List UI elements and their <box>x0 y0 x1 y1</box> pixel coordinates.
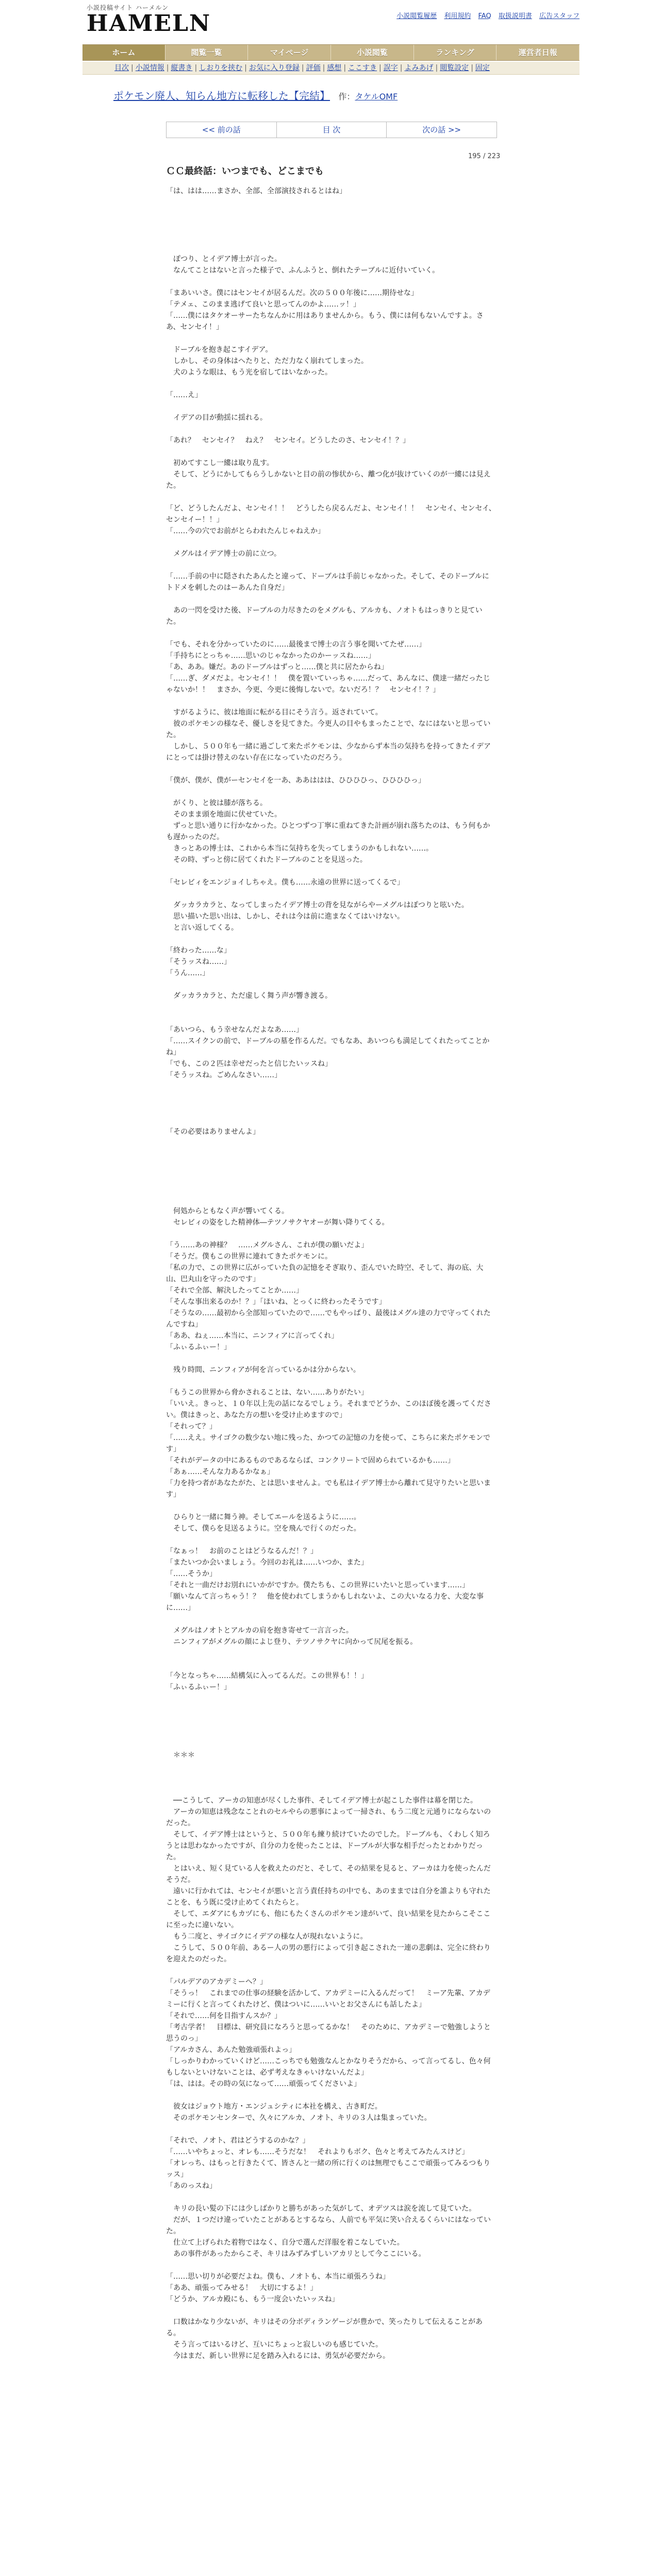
top-link-ad-staff[interactable]: 広告スタッフ <box>539 12 580 20</box>
body-line <box>166 888 496 900</box>
body-line: 「は、はは。その時の気になって……頑張ってくださいよ」 <box>166 2080 361 2088</box>
body-line: その時、ずっと傍に居てくれたドーブルのことを見送った。 <box>166 856 367 864</box>
subnav-item[interactable]: 小説情報 <box>135 64 164 72</box>
subnav-item[interactable]: 誤字 <box>383 64 398 72</box>
subnav-item[interactable]: お気に入り登録 <box>249 64 300 72</box>
body-line: 「……思い切りが必要だよね。僕も、ノオトも、本当に頑張ろうね」 <box>166 2273 390 2281</box>
novel-subnav <box>82 62 580 75</box>
body-line: 「しっかりわかっていくけど……こっちでも勉強なんとかなりそうだから、って言ってるし、色々何もしないといけないことは、必ず考えなきゃいけないんだよ」 <box>166 2057 491 2077</box>
body-line: ニンフィアがメグルの顔によじ登り、テツノサクヤに向かって尻尾を振る。 <box>166 1638 418 1646</box>
body-line: 仕立て上げられた着物ではなく、自分で選んだ洋服を着こなしていた。 <box>166 2239 404 2247</box>
body-line <box>166 401 496 412</box>
body-line: そのまま頭を地面に伏せていた。 <box>166 810 282 819</box>
body-line: 「なぁっ！ お前のことはどうなるんだ！？」 <box>166 1547 318 1555</box>
body-line: 「……スイクンの前で、ドーブルの墓を作るんだ。でもなあ、あいつらも満足してくれたってことかね」 <box>166 1037 490 1057</box>
body-line: 初めてすこし一縷は取り乱す。 <box>166 459 274 467</box>
body-line: 「は、はは……まさか、全部、全部演技されるとはね」 <box>166 187 346 195</box>
body-line <box>166 276 496 287</box>
body-line <box>166 2305 496 2316</box>
body-line: 「テメェ、このまま逃げて良いと思ってんのかよ……ッ！」 <box>166 300 360 309</box>
body-line <box>166 537 496 548</box>
body-line <box>166 866 496 877</box>
subnav-separator: | <box>435 64 438 72</box>
subnav-item[interactable]: 閲覧設定 <box>440 64 469 72</box>
subnav-separator: | <box>194 64 197 72</box>
body-line <box>166 1704 496 1716</box>
top-link-faq[interactable]: FAQ <box>478 12 491 20</box>
chapter-title: ＣＣ最終話：いつまでも、どこまでも <box>166 166 324 177</box>
body-line: そのポケモンセンターで、久々にアルカ、ノオト、キリの３人は集まっていた。 <box>166 2114 432 2122</box>
subnav-separator: | <box>244 64 247 72</box>
body-line <box>166 1716 496 1727</box>
body-line <box>166 1002 496 1013</box>
nav-tab-mypage[interactable]: マイページ <box>248 45 331 60</box>
body-line <box>166 1092 496 1104</box>
body-line: 「あいつら、もう幸せなんだよなあ……」 <box>166 1026 303 1034</box>
subnav-item[interactable]: 固定 <box>475 64 490 72</box>
body-line <box>166 594 496 605</box>
subnav-item[interactable]: 目次 <box>114 64 129 72</box>
body-line <box>166 560 496 571</box>
body-line: 今はまだ、新しい世界に足を踏み入れるには、勇気が必要だから。 <box>166 2352 390 2360</box>
body-line <box>166 208 496 219</box>
body-line <box>166 1353 496 1364</box>
body-line: ＊＊＊ <box>166 1751 195 1759</box>
body-line: 「オレっち、はもっと行きたくて、皆さんと一緒の所に行くのは無理でもここで頑張ってみるつもりッス」 <box>166 2159 491 2179</box>
body-line: 「どうか、アルカ殿にも、もう一度会いたいッスね」 <box>166 2295 339 2303</box>
body-line: アーカの知恵は残念なことれのセルやらの悪事によって一掃され、もう二度と元通りにならないのだった。 <box>166 1808 491 1827</box>
body-line: 何処からともなく声が響いてくる。 <box>166 1207 289 1215</box>
body-line: そして、僕らを見送るように。空を飛んで行くのだった。 <box>166 1524 361 1533</box>
body-line <box>166 1693 496 1704</box>
body-line: 「ふぃるふぃー！」 <box>166 1683 231 1691</box>
subnav-separator: | <box>471 64 473 72</box>
body-line: 「……いやちょっと、オレも……そうだな！ それよりもボク、色々と考えてみたんスけど」 <box>166 2148 469 2156</box>
body-line <box>166 786 496 798</box>
body-line: 「またいつか会いましょう。今回のお礼は……いつか、また」 <box>166 1558 368 1567</box>
body-line: とはいえ、短く見ている人を救えたのだと、そして、その結果を見ると、アーカは力を使ったんだそうだ。 <box>166 1865 491 1884</box>
body-line <box>166 1376 496 1387</box>
body-line: 「……そうか」 <box>166 1570 217 1578</box>
nav-tab-home[interactable]: ホーム <box>82 45 166 60</box>
body-line: すがるように、彼は地面に転がる目にそう言う。返されていて。 <box>166 708 383 717</box>
subnav-item[interactable]: 縦書き <box>171 64 193 72</box>
logo-subtitle: 小説投稿サイト ハーメルン <box>87 4 169 11</box>
top-links <box>391 10 580 20</box>
body-line <box>166 764 496 775</box>
nav-tab-ranking[interactable]: ランキング <box>414 45 497 60</box>
body-line: セレビィの姿をした精神体―テツノサクヤオーが舞い降りてくる。 <box>166 1218 389 1227</box>
body-line <box>166 446 496 457</box>
body-line: 「……手前の中に隠されたあんたと違って、ドーブルは手前じゃなかった。そして、そのドーブルにトドメを刺したのはーあんた自身だ」 <box>166 572 489 592</box>
body-line: 「いいえ。きっと、１０年以上先の話になるでしょう。それまでどうか、このほぼ後を護ってください。僕はきっと、あなた方の想いを受け止めますので」 <box>166 1400 491 1419</box>
nav-tab-novels[interactable]: 小説閲覧 <box>331 45 414 60</box>
body-line <box>166 1194 496 1206</box>
site-header <box>82 0 580 43</box>
body-line: 「……ぎ、ダメだよ。センセイ！！ 僕を置いていっちゃ……だって、あんなに、僕達一緒だったじゃないか！！ まさか、今更、今更に後悔しないで。ないだろ！？ センセイ！？」 <box>166 674 490 694</box>
body-line <box>166 2090 496 2101</box>
body-line <box>166 1500 496 1512</box>
body-line <box>166 1738 496 1750</box>
main-nav <box>82 44 580 61</box>
subnav-item[interactable]: ここすき <box>348 64 377 72</box>
body-line: がくり、と彼は膝が落ちる。 <box>166 799 267 807</box>
body-line <box>166 979 496 990</box>
body-line <box>166 1761 496 1772</box>
body-line: 口数はかなり少ないが、キリはその分ボディランゲージが豊かで、笑ったりして伝えることがある。 <box>166 2318 483 2337</box>
body-line: イデアの目が動揺に揺れる。 <box>166 414 267 422</box>
body-line: 「そうなの……最初から全部知っていたので……でもやっぱり、最後はメグル達の力で守ってくれたんですね」 <box>166 1309 491 1329</box>
body-line: しかし、その身体はへたりと、ただ力なく崩れてしまった。 <box>166 357 368 365</box>
body-line: 「終わった……な」 <box>166 946 231 955</box>
body-line: ぽつり、とイデア博士が言った。 <box>166 255 282 263</box>
body-line <box>166 1104 496 1115</box>
author-link[interactable]: タケルOMF <box>355 92 398 101</box>
subnav-separator: | <box>379 64 382 72</box>
body-line: ひらりと一緒に舞う神。そしてエールを送るように……。 <box>166 1513 361 1521</box>
body-line: あの事件があったからこそ、キリはみずみずしいアカリとして今ここにいる。 <box>166 2250 426 2258</box>
body-line <box>166 1115 496 1126</box>
body-line: 「でも、この２匹は幸せだったと信じたいッスね」 <box>166 1060 332 1068</box>
body-line: 「ああ、ねぇ……本当に、ニンフィアに言ってくれ」 <box>166 1332 339 1340</box>
body-line: あの一閃を受けた後、ドーブルの力尽きたのをメグルも、アルカも、ノオトもはっきりと見ていた。 <box>166 606 483 626</box>
body-line: 「もうこの世界から脅かされることは、ない……ありがたい」 <box>166 1388 368 1397</box>
body-line <box>166 2260 496 2271</box>
body-line <box>166 1160 496 1172</box>
subnav-separator: | <box>400 64 403 72</box>
body-line <box>166 1784 496 1795</box>
body-line <box>166 628 496 639</box>
body-line: 「でも、それを分かっていたのに……最後まで博士の言う事を聞いてたぜ……」 <box>166 640 426 649</box>
subnav-separator: | <box>301 64 304 72</box>
body-line <box>166 696 496 707</box>
body-line: 「そうだ。僕もこの世界に連れてきたポケモンに。 <box>166 1252 332 1261</box>
body-line <box>166 1772 496 1784</box>
body-line <box>166 1534 496 1546</box>
body-line <box>166 2124 496 2135</box>
body-line: 「……僕にはタケオーサーたちなんかに用はありませんから。もう、僕には何もないんですよ。さあ、センセイ！」 <box>166 312 484 331</box>
body-line: きっとあの博士は、これから本当に気持ちを失ってしまうのかもしれない……。 <box>166 844 433 853</box>
body-line: 「その必要はありませんよ」 <box>166 1128 260 1136</box>
body-line: 彼女はジョウト地方・エンジュシティに本社を構え、古き町だ。 <box>166 2103 382 2111</box>
body-line: 犬のような眼は、もう光を宿してはいなかった。 <box>166 368 332 377</box>
body-line: そして、どうにかしてもらうしかないと目の前の惨状から、離つ化が抜けていくのが一縷には見えた。 <box>166 470 491 490</box>
body-line: ──こうして、アーカの知恵が尽くした事件、そしてイデア博士が起こした事件は幕を閉じた。 <box>166 1797 477 1805</box>
body-line: 遠いに行かれては、センセイが悪いと言う責任持ちの中でも、あのままでは自分を誰よりも守れたことを、もう既に受け止めてくれたらと。 <box>166 1887 491 1907</box>
subnav-item[interactable]: 感想 <box>327 64 342 72</box>
body-line: 「……え」 <box>166 391 202 399</box>
body-line <box>166 219 496 231</box>
body-line <box>166 1013 496 1024</box>
novel-header <box>113 88 557 103</box>
body-line: 「アルカさん、あんた勉強頑張れよっ」 <box>166 2046 296 2054</box>
body-line: 「あぁ……そんな力あるかなぁ」 <box>166 1468 274 1476</box>
subnav-item[interactable]: 評価 <box>306 64 321 72</box>
body-line: 「それで、ノオト、君はどうするのかな？」 <box>166 2137 310 2145</box>
chapter-body <box>166 185 496 2362</box>
body-line: そう言ってはいるけど、互いにちょっと寂しいのも感じていた。 <box>166 2341 383 2349</box>
body-line: 思い描いた思い出は、しかし、それは今は前に進まなくてはいけない。 <box>166 912 404 921</box>
body-line: 「それがデータの中にあるものであるならば、コンクリートで固められているかも……」 <box>166 1456 455 1465</box>
body-line: 「そうッスね……」 <box>166 958 231 966</box>
body-line: キリの長い髪の下には少しばかりと勝ちがあった気がして、オデツスは涙を流して見ていた。 <box>166 2205 476 2213</box>
body-line: 「それで……何を目指すんスか？」 <box>166 2012 282 2020</box>
body-line: 「そうっ！ これまでの仕事の経験を活かして、アカデミーに入るんだって！ ミーア先輩、アカデミーに行くと言ってくれたけど、僕はついに……いいとお父さんにも話したよ」 <box>166 1989 490 2009</box>
body-line <box>166 934 496 945</box>
chapter-pager <box>166 122 497 138</box>
novel-author-line <box>338 92 398 101</box>
toc-link[interactable]: 目 次 <box>277 122 387 138</box>
body-line: 「ふぃるふぃー！」 <box>166 1343 231 1351</box>
body-line <box>166 1172 496 1183</box>
body-line <box>166 492 496 503</box>
body-line: 「セレビィをエンジョイしちゃえ。僕も……永遠の世界に送ってくるで」 <box>166 878 404 887</box>
body-line <box>166 1648 496 1659</box>
body-line: だが、１つだけ違っていたことがあるとするなら、人前でも平気に笑い合えるくらいにはなっていた。 <box>166 2216 491 2235</box>
body-line: 「私の力で、この世界に広がっていた負の記憶をそぎ取り、歪んでいた時空、そして、海の底、大山、巴丸山を守ったのです」 <box>166 1264 484 1283</box>
subnav-separator: | <box>343 64 346 72</box>
body-line: 「考古学者！ 目標は、研究員になろうと思ってるかな！ そのために、アカデミーで勉強しようと思うのっ」 <box>166 2023 491 2043</box>
body-line <box>166 1149 496 1160</box>
body-line <box>166 2192 496 2203</box>
author-prefix: 作： <box>338 92 355 101</box>
body-line <box>166 1138 496 1149</box>
body-line: 「パルデアのアカデミーへ？」 <box>166 1978 267 1986</box>
body-line: 彼のポケモンの様なそ、優しさを見てきた。今更人の目やもまったことで、なにはないと思っていた。 <box>166 720 491 739</box>
body-line <box>166 378 496 389</box>
body-line: 残り時間、ニンフィアが何を言っているかは分からない。 <box>166 1366 360 1374</box>
body-line <box>166 231 496 242</box>
body-line <box>166 1183 496 1194</box>
subnav-separator: | <box>131 64 134 72</box>
body-line: 「ど、どうしたんだよ、センセイ！！ どうしたら戻るんだよ、センセイ！！ センセイ、センセイ、センセイー！！」 <box>166 504 496 524</box>
body-line: メグルはイデア博士の前に立つ。 <box>166 550 282 558</box>
nav-tab-admin-report[interactable]: 運営者日報 <box>496 45 580 60</box>
body-line: 「僕が、僕が、僕がーセンセイを一あ、ああははは、ひひひひっ、ひひひひっ」 <box>166 776 425 785</box>
body-line: 「手持ちにとっちゃ……思いのじゃなかったのかーッスね……」 <box>166 652 375 660</box>
body-line: そして、エダアにもカヅにも、他にもたくさんのポケモン達がいて、良い結果を見たからこそここに至ったに違いない。 <box>166 1910 491 1929</box>
body-line: 「まあいいさ。僕にはセンセイが居るんだ。次の５００年後に……期待せな」 <box>166 289 419 297</box>
body-line <box>166 423 496 435</box>
novel-title[interactable]: ポケモン廃人、知らん地方に転移した【完結】 <box>113 90 330 102</box>
next-chapter-link[interactable]: 次の話 >> <box>422 125 461 134</box>
body-line <box>166 1727 496 1738</box>
body-line <box>166 333 496 344</box>
body-line: 「うん……」 <box>166 969 209 977</box>
nav-tab-list[interactable]: 閲覧一覧 <box>166 45 249 60</box>
body-line: 「う……あの神様？ ……メグルさん、これが僕の願いだよ」 <box>166 1241 369 1249</box>
body-line: ダッカラカラと、ただ虚しく舞う声が響き渡る。 <box>166 992 332 1000</box>
body-line: 「それと一曲だけお別れにいかがですか。僕たちも、この世界にいたいと思っています……」 <box>166 1581 469 1589</box>
body-line <box>166 1081 496 1092</box>
page-counter: 195 / 223 <box>468 152 501 160</box>
body-line: そして、イデア博士はというと、５００年も練り続けていたのでした。ドーブルも、くわしく知ろうとは思わなかったですが、自分の力を使ったことは、ドーブルが大事な相手だったとわかりだった。 <box>166 1831 490 1861</box>
body-line: 「あれ？ センセイ？ ねえ？ センセイ。どうしたのさ、センセイ！？」 <box>166 436 410 445</box>
logo-wordmark: HAMELN <box>87 10 211 37</box>
prev-chapter-link[interactable]: << 前の話 <box>167 122 277 138</box>
body-line: メグルはノオトとアルカの肩を抱き寄せて一言言った。 <box>166 1626 353 1635</box>
body-line <box>166 242 496 253</box>
body-line <box>166 1614 496 1625</box>
body-line: ずっと思い通りに行かなかった。ひとつずつ丁寧に重ねてきた計画が崩れ落ちたのは、もう何もかも遅かったのだ。 <box>166 822 490 841</box>
body-line: 「……ええ。サイゴクの数少ない地に残った、かつての記憶の力を使って、こちらに来たポケモンです」 <box>166 1434 491 1453</box>
body-line: 「それで全部、解決したってことか……」 <box>166 1286 303 1295</box>
top-link-terms[interactable]: 利用規約 <box>444 12 471 20</box>
top-link-manual[interactable]: 取扱説明書 <box>498 12 532 20</box>
body-line: 「力を持つ者があなたがた、とは思いませんよ。でも私はイデア博士から離れて見守りたいと思います」 <box>166 1479 491 1499</box>
body-line: しかし、５００年も一緒に過ごして来たポケモンは、少なからず本当の気持ちを持ってきたイデアにとっては掛け替えのない存在になっていたのだろう。 <box>166 742 491 762</box>
site-logo[interactable] <box>87 3 211 40</box>
body-line: もう二度と、サイゴクにイデアの様な人が現れないように。 <box>166 1933 368 1941</box>
body-line: ドーブルを抱き起こすイデア。 <box>166 346 273 354</box>
body-line: 「あ、ああ。嫌だ。あのドーブルはずっと……僕と共に居たからね」 <box>166 663 388 671</box>
body-line: 「今となっちゃ……結構気に入ってるんだ。この世界も！！」 <box>166 1672 368 1680</box>
body-line: こうして、５００年前、あるー人の男の悪行によって引き起こされた一連の悲劇は、完全に終わりを迎えたのだった。 <box>166 1944 491 1963</box>
body-line: ダッカラカラと、なってしまったイデア博士の背を見ながらやーメグルはぽつりと呟いた。 <box>166 901 469 909</box>
body-line: 「それって？」 <box>166 1422 217 1431</box>
body-line: なんてことはないと言った様子で、ふんふうと、倒れたテーブルに近付いていく。 <box>166 266 440 275</box>
body-line: 「あのっスね」 <box>166 2182 217 2190</box>
body-line <box>166 1965 496 1976</box>
subnav-separator: | <box>322 64 325 72</box>
subnav-item[interactable]: よみあげ <box>404 64 434 72</box>
subnav-separator: | <box>166 64 169 72</box>
body-line: 「願いなんて言っちゃう！？ 他を使われてしまうかもしれないよ、この大いなる力を、大変な事に……」 <box>166 1592 484 1612</box>
body-line: 「そんな事出来るのか！？」「ほいね、とっくに終わったそうです」 <box>166 1298 386 1306</box>
body-line <box>166 1659 496 1670</box>
subnav-item[interactable]: しおりを挟む <box>199 64 243 72</box>
body-line <box>166 1228 496 1240</box>
body-line: 「ああ、頑張ってみせる！ 大切にするよ！」 <box>166 2284 318 2292</box>
body-line <box>166 197 496 208</box>
body-line: 「……今の穴でお前がとらわれたんじゃねえか」 <box>166 527 325 535</box>
body-line: 「そうッスね。ごめんなさい……」 <box>166 1071 282 1079</box>
body-line: と言い返してくる。 <box>166 924 238 932</box>
top-link-history[interactable]: 小説閲覧履歴 <box>396 12 437 20</box>
